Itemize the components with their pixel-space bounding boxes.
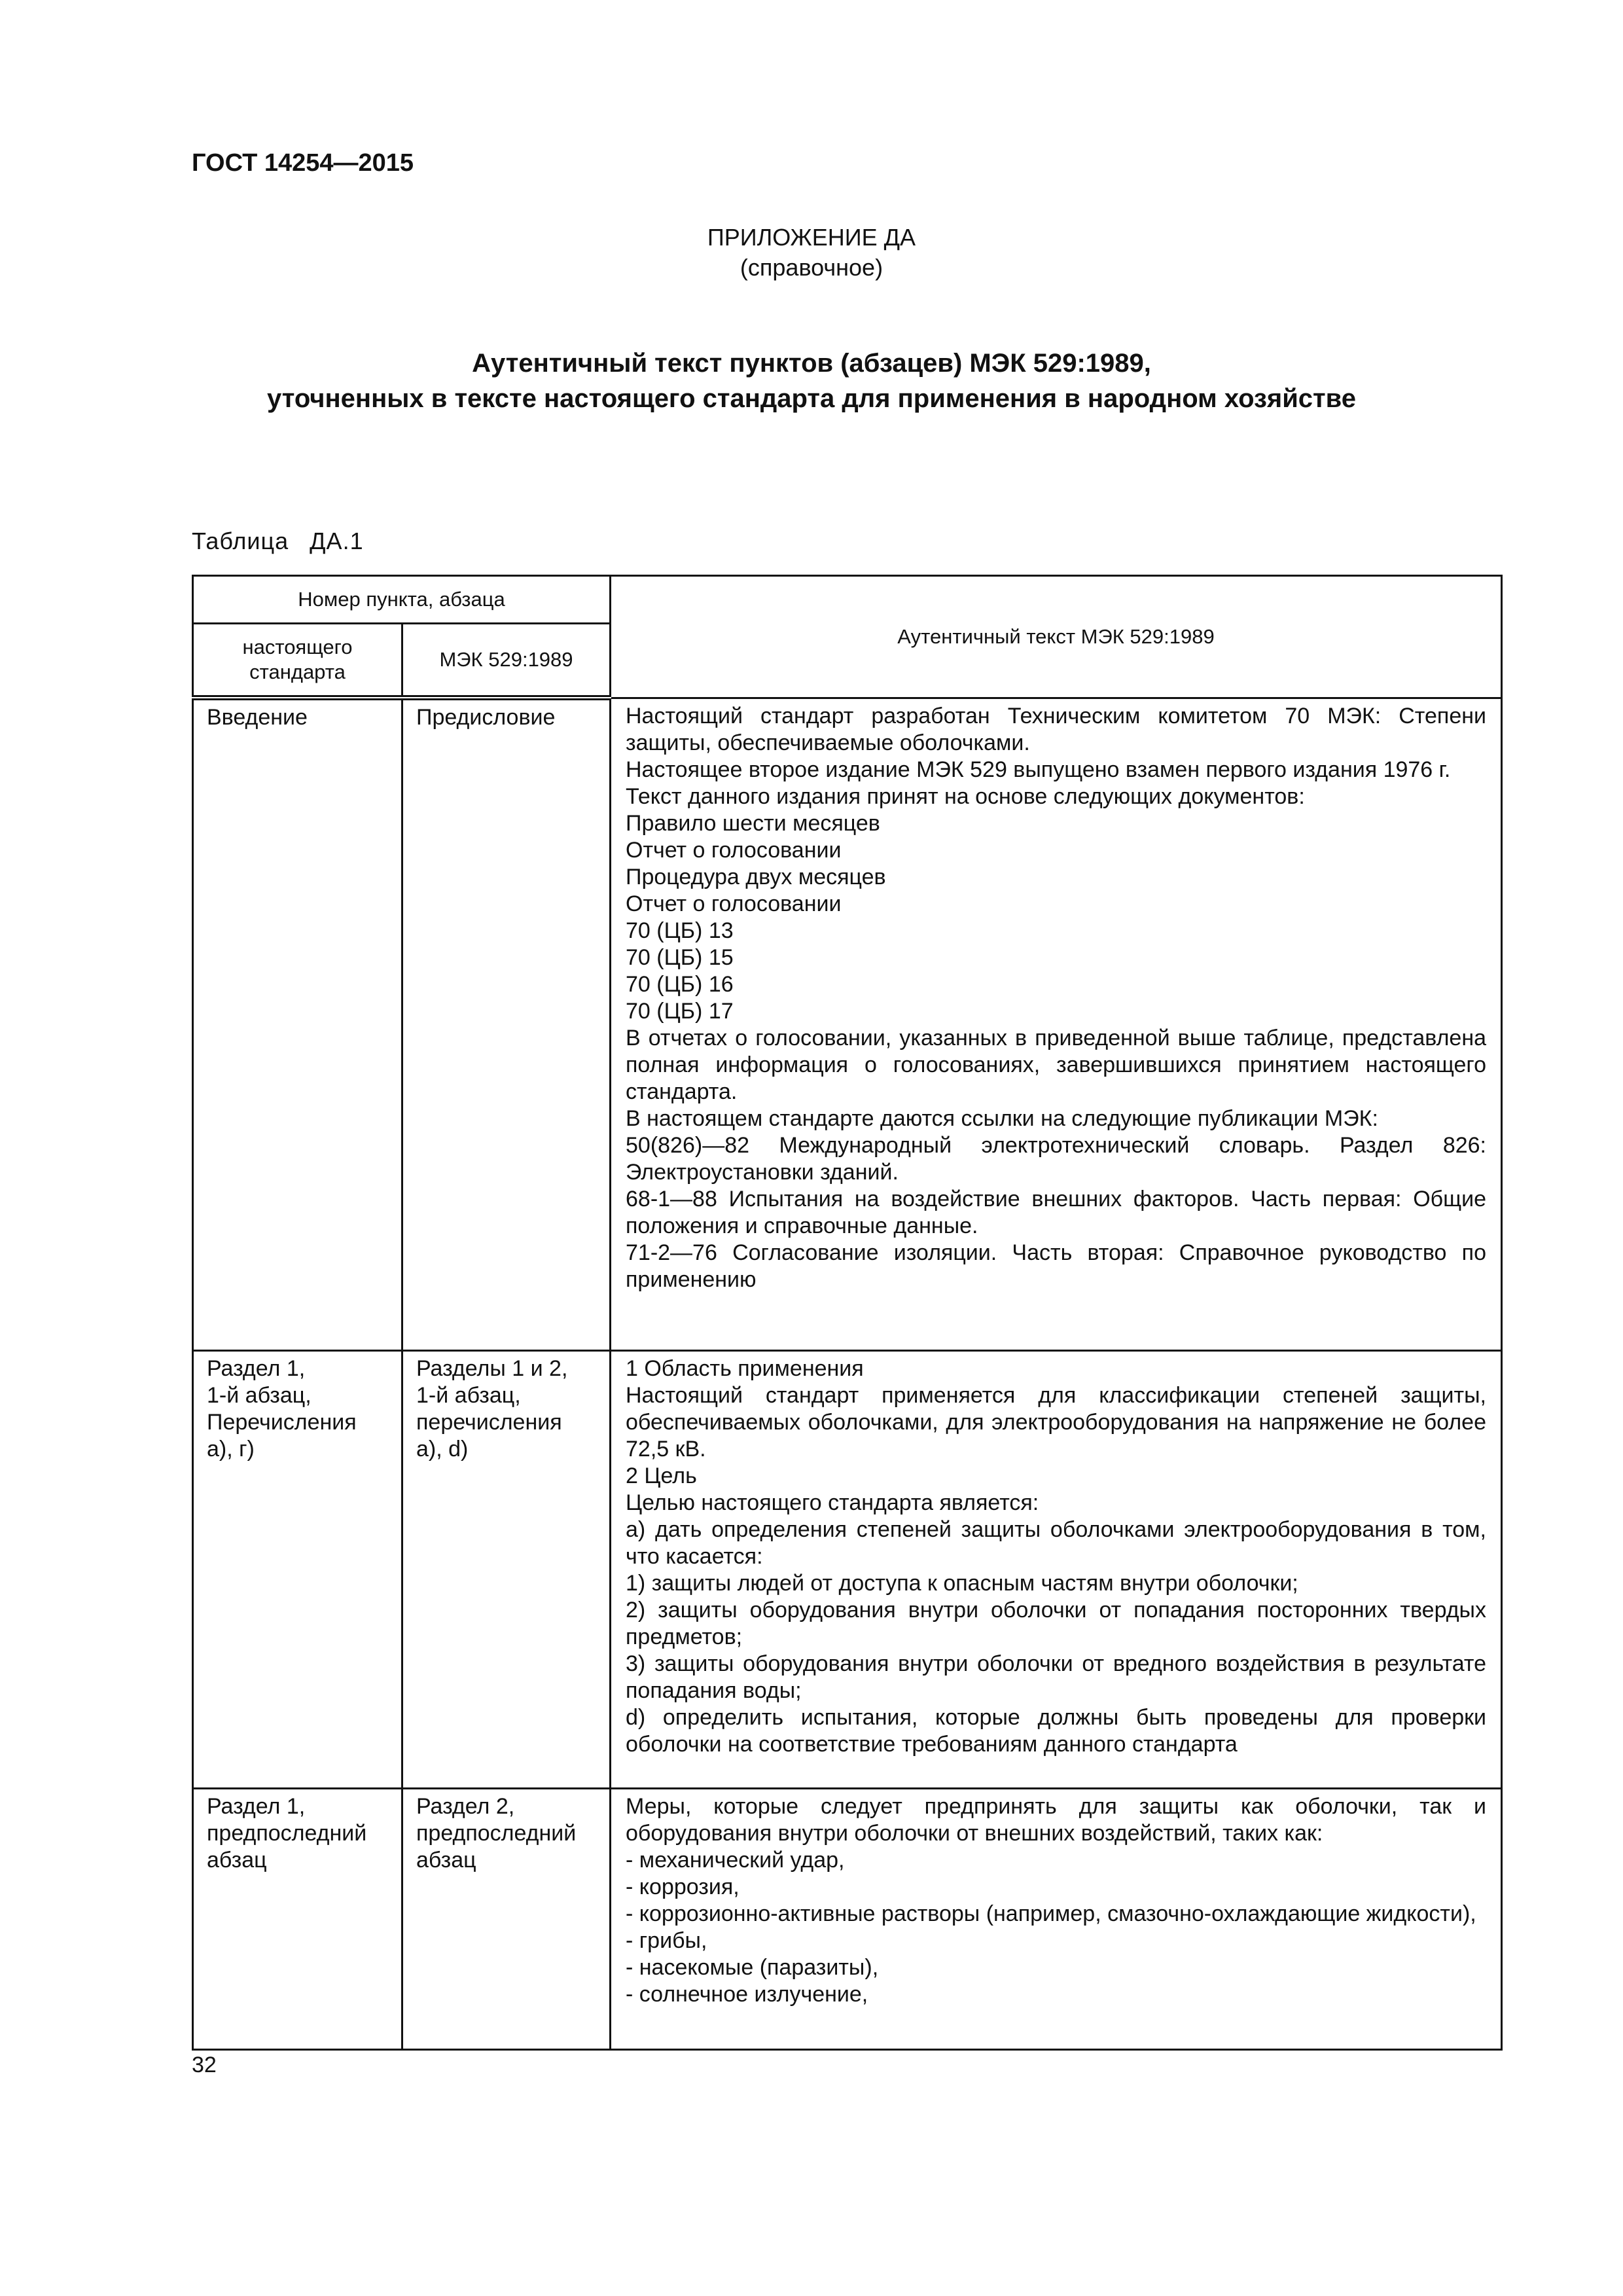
text-paragraph: - коррозионно-активные растворы (например, смазочно-охлаждающие жидкости), bbox=[626, 1901, 1476, 1926]
text-paragraph: 50(826)—82 Международный электротехнический словарь. Раздел 826: Электроустановки зданий. bbox=[626, 1132, 1486, 1185]
appendix-heading bbox=[0, 223, 1623, 283]
table-row bbox=[193, 1351, 1502, 1789]
cell-authentic-text bbox=[611, 1789, 1502, 2050]
title-line-1: Аутентичный текст пунктов (абзацев) МЭК 529:1989, bbox=[472, 349, 1151, 378]
cell-line: 1-й абзац, bbox=[416, 1383, 521, 1408]
cell-authentic-text bbox=[611, 1351, 1502, 1789]
text-paragraph: В настоящем стандарте даются ссылки на следующие публикации МЭК: bbox=[626, 1105, 1378, 1131]
cell-line: перечисления bbox=[416, 1410, 562, 1435]
cell-line: Перечисления bbox=[207, 1410, 357, 1435]
text-paragraph: а) дать определения степеней защиты оболочками электрооборудования в том, что касается: bbox=[626, 1517, 1486, 1569]
cell-iec bbox=[402, 1789, 611, 2050]
text-paragraph: 2 Цель bbox=[626, 1463, 697, 1488]
text-paragraph: 68-1—88 Испытания на воздействие внешних факторов. Часть первая: Общие положения и справочные данные. bbox=[626, 1186, 1486, 1238]
text-paragraph: Настоящий стандарт разработан Техническим комитетом 70 МЭК: Степени защиты, обеспечиваемые оболочками. bbox=[626, 703, 1486, 755]
cell-line: 1-й абзац, bbox=[207, 1383, 312, 1408]
text-paragraph: 3) защиты оборудования внутри оболочки от вредного воздействия в результате попадания воды; bbox=[626, 1651, 1486, 1703]
text-paragraph: - грибы, bbox=[626, 1928, 707, 1953]
cell-this-standard bbox=[193, 1789, 402, 2050]
text-paragraph: - солнечное излучение, bbox=[626, 1982, 868, 2007]
cell-this-standard bbox=[193, 1351, 402, 1789]
header-iec: МЭК 529:1989 bbox=[402, 624, 611, 698]
text-paragraph: 2) защиты оборудования внутри оболочки от попадания посторонних твердых предметов; bbox=[626, 1598, 1486, 1649]
table-row bbox=[193, 1789, 1502, 2050]
table-caption-word: Таблица bbox=[192, 528, 289, 554]
appendix-title bbox=[0, 346, 1623, 416]
text-paragraph: 1) защиты людей от доступа к опасным частям внутри оболочки; bbox=[626, 1571, 1298, 1596]
text-paragraph: - коррозия, bbox=[626, 1874, 740, 1899]
comparison-table bbox=[192, 575, 1503, 2051]
text-paragraph: Правило шести месяцев bbox=[626, 810, 880, 836]
text-paragraph: Процедура двух месяцев bbox=[626, 864, 886, 889]
text-paragraph: Настоящий стандарт применяется для классификации степеней защиты, обеспечиваемых оболочками, для электрооборудования на напряжение не более 72,5 кВ. bbox=[626, 1383, 1486, 1462]
cell-line: а), г) bbox=[207, 1437, 255, 1462]
cell-authentic-text bbox=[611, 698, 1502, 1351]
header-authentic-text: Аутентичный текст МЭК 529:1989 bbox=[611, 576, 1502, 698]
cell-line: Раздел 2, предпоследний абзац bbox=[416, 1794, 577, 1873]
document-code: ГОСТ 14254—2015 bbox=[192, 149, 414, 177]
text-paragraph: Целью настоящего стандарта является: bbox=[626, 1490, 1039, 1515]
text-paragraph: Текст данного издания принят на основе следующих документов: bbox=[626, 783, 1305, 809]
cell-this-standard bbox=[193, 698, 402, 1351]
cell-line: Предисловие bbox=[416, 705, 556, 730]
text-paragraph: 1 Область применения bbox=[626, 1356, 864, 1381]
text-paragraph: - насекомые (паразиты), bbox=[626, 1955, 879, 1980]
text-paragraph: 71-2—76 Согласование изоляции. Часть вторая: Справочное руководство по применению bbox=[626, 1240, 1486, 1292]
appendix-type: (справочное) bbox=[740, 254, 883, 281]
text-paragraph: 70 (ЦБ) 16 bbox=[626, 971, 734, 997]
header-clause-number: Номер пункта, абзаца bbox=[193, 576, 611, 624]
text-paragraph: Настоящее второе издание МЭК 529 выпущено взамен первого издания 1976 г. bbox=[626, 757, 1451, 782]
table-row bbox=[193, 698, 1502, 1351]
text-paragraph: В отчетах о голосовании, указанных в приведенной выше таблице, представлена полная информация о голосованиях, завершившихся принятием настоящего стандарта. bbox=[626, 1025, 1486, 1104]
text-paragraph: d) определить испытания, которые должны быть проведены для проверки оболочки на соответствие требованиям данного стандарта bbox=[626, 1705, 1486, 1757]
text-paragraph: - механический удар, bbox=[626, 1848, 845, 1873]
cell-line: Раздел 1, предпоследний абзац bbox=[207, 1794, 367, 1873]
page-number: 32 bbox=[192, 2053, 217, 2077]
header-this-standard: настоящего стандарта bbox=[193, 624, 402, 698]
cell-iec bbox=[402, 698, 611, 1351]
text-paragraph: Отчет о голосовании bbox=[626, 891, 842, 916]
cell-line: а), d) bbox=[416, 1437, 469, 1462]
table-caption-number: ДА.1 bbox=[310, 528, 364, 554]
text-paragraph: Меры, которые следует предпринять для защиты как оболочки, так и оборудования внутри оболочки от внешних воздействий, таких как: bbox=[626, 1794, 1486, 1846]
cell-line: Раздел 1, bbox=[207, 1356, 306, 1381]
text-paragraph: Отчет о голосовании bbox=[626, 837, 842, 863]
text-paragraph: 70 (ЦБ) 17 bbox=[626, 998, 734, 1024]
text-paragraph: 70 (ЦБ) 15 bbox=[626, 944, 734, 970]
cell-line: Разделы 1 и 2, bbox=[416, 1356, 568, 1381]
cell-line: Введение bbox=[207, 705, 308, 730]
text-paragraph: 70 (ЦБ) 13 bbox=[626, 918, 734, 943]
cell-iec bbox=[402, 1351, 611, 1789]
table-caption bbox=[192, 528, 364, 555]
appendix-name: ПРИЛОЖЕНИЕ ДА bbox=[707, 224, 916, 251]
title-line-2: уточненных в тексте настоящего стандарта для применения в народном хозяйстве bbox=[267, 384, 1356, 413]
